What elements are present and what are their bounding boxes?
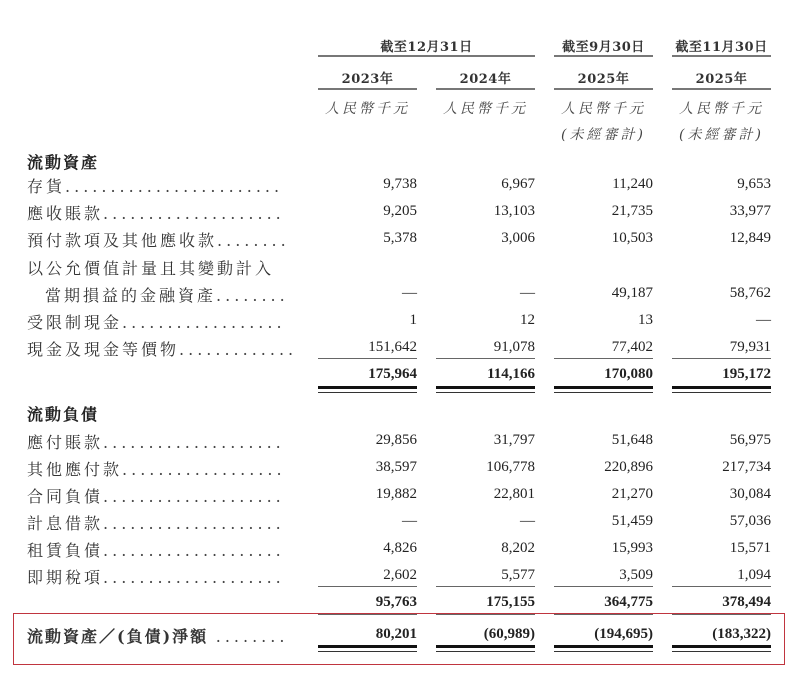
column-year-2025-sep: 2025年 — [577, 72, 630, 87]
header-group-dec31: 截至12月31日 — [380, 40, 473, 55]
value-cell: 1,094 — [737, 567, 771, 583]
header-rule — [436, 88, 535, 90]
value-cell: 9,738 — [383, 176, 417, 192]
subtotal-rule — [554, 586, 653, 587]
value-cell: 51,459 — [611, 513, 653, 529]
value-cell: 22,801 — [493, 486, 535, 502]
value-cell: 38,597 — [375, 459, 417, 475]
value-cell: 9,653 — [737, 176, 771, 192]
header-group-sep30: 截至9月30日 — [562, 40, 645, 55]
subtotal-rule — [318, 358, 417, 359]
header-rule — [554, 55, 653, 57]
value-cell: 11,240 — [612, 176, 653, 192]
net-value-cell: (194,695) — [594, 626, 653, 642]
row-label: 受限制現金 — [27, 313, 123, 332]
value-cell: 12,849 — [729, 230, 771, 246]
value-cell: 19,882 — [375, 486, 417, 502]
double-rule — [318, 392, 417, 393]
net-value-cell: (60,989) — [483, 626, 535, 642]
total-cell: 195,172 — [722, 366, 771, 382]
value-cell: 51,648 — [611, 432, 653, 448]
total-cell: 175,964 — [368, 366, 417, 382]
double-rule — [318, 645, 417, 648]
net-value-cell: (183,322) — [712, 626, 771, 642]
value-cell: — — [756, 312, 771, 328]
value-cell: 151,642 — [368, 339, 417, 355]
total-cell: 364,775 — [604, 594, 653, 610]
column-year-2023: 2023年 — [341, 72, 394, 87]
value-cell: — — [402, 513, 417, 529]
value-cell: 91,078 — [493, 339, 535, 355]
double-rule — [554, 651, 653, 652]
header-rule — [318, 55, 535, 57]
value-cell: 220,896 — [604, 459, 653, 475]
value-cell: 10,503 — [611, 230, 653, 246]
header-rule — [554, 88, 653, 90]
column-unaudited-note: (未經審計) — [679, 127, 764, 143]
column-unit: 人民幣千元 — [561, 101, 646, 117]
value-cell: 2,602 — [383, 567, 417, 583]
value-cell: 3,006 — [501, 230, 535, 246]
value-cell: 56,975 — [729, 432, 771, 448]
value-cell: 29,856 — [375, 432, 417, 448]
double-rule — [672, 651, 771, 652]
value-cell: 5,577 — [501, 567, 535, 583]
value-cell: 217,734 — [722, 459, 771, 475]
header-rule — [318, 88, 417, 90]
net-value-cell: 80,201 — [375, 626, 417, 642]
value-cell: 8,202 — [501, 540, 535, 556]
double-rule — [318, 386, 417, 389]
double-rule — [436, 386, 535, 389]
total-cell: 114,166 — [487, 366, 535, 382]
value-cell: 30,084 — [729, 486, 771, 502]
subtotal-rule — [318, 586, 417, 587]
value-cell: 77,402 — [611, 339, 653, 355]
column-unit: 人民幣千元 — [443, 101, 528, 117]
value-cell: 3,509 — [619, 567, 653, 583]
row-label: 租賃負債 — [27, 541, 104, 560]
column-unaudited-note: (未經審計) — [561, 127, 646, 143]
subtotal-rule — [436, 358, 535, 359]
double-rule — [318, 651, 417, 652]
row-label: 計息借款 — [27, 514, 104, 533]
row-label: 以公允價值計量且其變動計入 — [27, 259, 275, 278]
subtotal-rule — [672, 358, 771, 359]
double-rule — [554, 392, 653, 393]
value-cell: — — [520, 285, 535, 301]
double-rule — [672, 392, 771, 393]
value-cell: 79,931 — [729, 339, 771, 355]
value-cell: 5,378 — [383, 230, 417, 246]
row-label: 現金及現金等價物 — [27, 340, 180, 359]
double-rule — [554, 645, 653, 648]
subtotal-rule — [672, 586, 771, 587]
value-cell: 106,778 — [486, 459, 535, 475]
value-cell: 9,205 — [383, 203, 417, 219]
subtotal-rule — [554, 358, 653, 359]
total-cell: 378,494 — [722, 594, 771, 610]
double-rule — [436, 392, 535, 393]
header-rule — [672, 55, 771, 57]
value-cell: — — [520, 513, 535, 529]
row-label: 合同負債 — [27, 487, 104, 506]
row-label: 當期損益的金融資產 — [45, 286, 217, 305]
section-title-current-liabilities: 流動負債 — [27, 405, 100, 424]
column-unit: 人民幣千元 — [325, 101, 410, 117]
column-unit: 人民幣千元 — [679, 101, 764, 117]
subtotal-rule — [436, 586, 535, 587]
header-group-nov30: 截至11月30日 — [675, 40, 768, 55]
double-rule — [672, 645, 771, 648]
double-rule — [436, 645, 535, 648]
column-year-2024: 2024年 — [459, 72, 512, 87]
section-title-current-assets: 流動資產 — [27, 153, 100, 172]
row-label: 預付款項及其他應收款 — [27, 231, 218, 250]
row-label: 應付賬款 — [27, 433, 104, 452]
value-cell: 6,967 — [501, 176, 535, 192]
value-cell: 31,797 — [493, 432, 535, 448]
column-year-2025-nov: 2025年 — [695, 72, 748, 87]
row-label: 即期稅項 — [27, 568, 104, 587]
total-cell: 95,763 — [375, 594, 417, 610]
value-cell: 15,571 — [729, 540, 771, 556]
value-cell: 21,735 — [611, 203, 653, 219]
double-rule — [554, 386, 653, 389]
value-cell: 4,826 — [383, 540, 417, 556]
net-label: 流動資產／(負債)淨額 — [27, 627, 209, 646]
header-rule — [672, 88, 771, 90]
value-cell: 13 — [638, 312, 653, 328]
value-cell: 21,270 — [611, 486, 653, 502]
value-cell: 57,036 — [729, 513, 771, 529]
value-cell: 13,103 — [493, 203, 535, 219]
total-cell: 170,080 — [604, 366, 653, 382]
value-cell: 1 — [409, 312, 417, 328]
value-cell: 12 — [520, 312, 535, 328]
row-label: 存貨 — [27, 177, 66, 196]
double-rule — [672, 386, 771, 389]
value-cell: 15,993 — [611, 540, 653, 556]
row-label: 其他應付款 — [27, 460, 123, 479]
value-cell: — — [402, 285, 417, 301]
total-cell: 175,155 — [486, 594, 535, 610]
value-cell: 33,977 — [729, 203, 771, 219]
value-cell: 58,762 — [729, 285, 771, 301]
double-rule — [436, 651, 535, 652]
row-label: 應收賬款 — [27, 204, 104, 223]
value-cell: 49,187 — [611, 285, 653, 301]
